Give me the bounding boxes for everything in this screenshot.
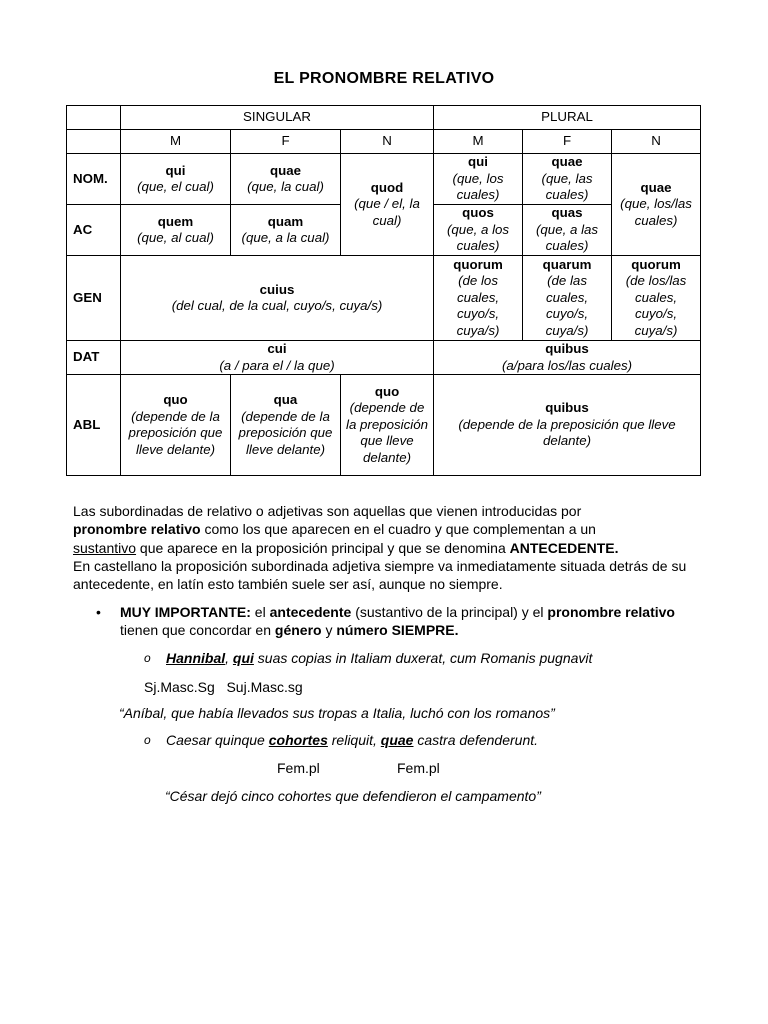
- latin-form: quibus: [545, 341, 589, 356]
- latin-form: cuius: [259, 281, 295, 297]
- emphasis: pronombre relativo: [547, 604, 675, 620]
- case-label-nom: NOM.: [67, 154, 121, 205]
- cell-gen-plur-m: [434, 256, 523, 341]
- page-title: EL PRONOMBRE RELATIVO: [273, 70, 495, 87]
- gender-header: M: [434, 130, 523, 154]
- cell-dat-plur: [434, 341, 701, 375]
- gloss: (del cual, de la cual, cuyo/s, cuya/s): [171, 298, 383, 313]
- gloss: (a/para los/las cuales): [501, 357, 633, 373]
- sub-bullet-icon: o: [144, 651, 151, 665]
- latin-form: quos: [462, 205, 494, 221]
- paragraph-text: Las subordinadas de relativo o adjetivas son aquellas que vienen introducidas por: [73, 503, 582, 519]
- cell-nom-plur-m: [434, 154, 523, 205]
- latin-form: qua: [273, 392, 298, 407]
- cell-nom-plur-f: [523, 154, 612, 205]
- cell-gen-sing: [121, 256, 434, 341]
- cell-abl-sing-f: [231, 375, 341, 476]
- sub-bullet-icon: o: [144, 733, 151, 747]
- emphasis: antecedente: [269, 604, 352, 620]
- gloss: (de los/las cuales, cuyo/s, cuya/s): [625, 273, 687, 338]
- gloss: (que, los cuales): [452, 170, 504, 203]
- gloss: (que, la cual): [247, 179, 324, 194]
- gender-header: N: [612, 130, 701, 154]
- explanation-paragraph: [73, 502, 703, 593]
- gender-header: M: [121, 130, 231, 154]
- text: (sustantivo de la principal) y el: [351, 604, 548, 620]
- gloss: (de las cuales, cuyo/s, cuya/s): [545, 273, 589, 338]
- gloss: (de los cuales, cuyo/s, cuya/s): [456, 273, 500, 338]
- gloss: (a / para el / la que): [219, 357, 335, 373]
- case-label-gen: GEN: [67, 256, 121, 341]
- latin-form: quod: [370, 179, 404, 195]
- latin-form: quorum: [631, 256, 681, 272]
- gloss: (depende de la preposición que lleve delante): [238, 408, 333, 457]
- paragraph-text: En castellano la proposición subordinada adjetiva siempre va inmediatamente situada detrás de su antecedente, en latín esto también suele ser así, aunque no siempre.: [73, 557, 687, 593]
- text: ,: [225, 650, 233, 666]
- gloss: (que / el, la cual): [354, 196, 420, 228]
- latin-form: quo: [163, 392, 188, 407]
- underlined-term: sustantivo: [73, 539, 137, 556]
- cell-gen-plur-f: [523, 256, 612, 341]
- example-1-analysis: Sj.Masc.Sg Suj.Masc.sg: [144, 679, 303, 695]
- text: y: [321, 622, 337, 639]
- antecedent: cohortes: [268, 732, 328, 748]
- paragraph-text: que aparece en la proposición principal y que se denomina: [136, 539, 510, 556]
- emphasis: número SIEMPRE.: [336, 622, 459, 639]
- cell-ac-plur-m: [434, 205, 523, 256]
- cell-ac-plur-f: [523, 205, 612, 256]
- key-term: ANTECEDENTE.: [509, 539, 619, 556]
- example-2-analysis-antecedent: Fem.pl: [277, 760, 320, 776]
- relative-pronoun: qui: [232, 650, 254, 666]
- latin-form: quibus: [545, 400, 589, 416]
- gender-header: F: [523, 130, 612, 154]
- gloss: (que, los/las cuales): [620, 196, 692, 228]
- cell-nom-sing-m: [121, 154, 231, 205]
- bullet-icon: •: [96, 604, 101, 620]
- text: castra defenderunt.: [413, 732, 539, 748]
- text: suas copias in Italiam duxerat, cum Romanis pugnavit: [253, 650, 593, 666]
- latin-form: quem: [157, 213, 194, 229]
- text: Caesar quinque: [166, 732, 269, 748]
- cell-nomac-sing-n: [341, 154, 434, 256]
- gloss: (que, a los cuales): [446, 221, 510, 254]
- cell-ac-sing-m: [121, 205, 231, 256]
- latin-form: quae: [269, 162, 302, 178]
- key-term: pronombre relativo: [73, 521, 201, 538]
- cell-nomac-plur-n: [612, 154, 701, 256]
- text: el: [250, 604, 270, 620]
- paragraph-text: como los que aparecen en el cuadro y que complementan a un: [200, 521, 596, 538]
- plural-header: PLURAL: [434, 106, 701, 130]
- case-label-dat: DAT: [67, 341, 121, 375]
- latin-form: cui: [267, 341, 287, 356]
- cell-nom-sing-f: [231, 154, 341, 205]
- cell-gen-plur-n: [612, 256, 701, 341]
- cell-ac-sing-f: [231, 205, 341, 256]
- latin-sentence: [166, 649, 592, 667]
- cell-abl-plur: [434, 375, 701, 476]
- gender-header: N: [341, 130, 434, 154]
- empty-gender-cell: [67, 130, 121, 154]
- case-label-abl: ABL: [67, 375, 121, 476]
- singular-header: SINGULAR: [121, 106, 434, 130]
- relative-pronoun-table: [66, 105, 701, 476]
- latin-form: quas: [551, 205, 583, 221]
- latin-form: quae: [640, 179, 672, 195]
- emphasis: género: [274, 622, 322, 639]
- cell-abl-sing-m: [121, 375, 231, 476]
- latin-form: qui: [165, 162, 186, 178]
- example-2-translation: “César dejó cinco cohortes que defendieron el campamento”: [165, 788, 541, 804]
- gloss: (que, a la cual): [241, 230, 330, 245]
- gloss: (que, al cual): [137, 230, 214, 245]
- gloss: (depende de la preposición que lleve delante): [345, 400, 429, 465]
- cell-abl-sing-n: [341, 375, 434, 476]
- relative-pronoun: quae: [380, 732, 414, 748]
- example-2-analysis-pronoun: Fem.pl: [397, 760, 440, 776]
- latin-sentence: [166, 731, 538, 749]
- example-1-translation: “Aníbal, que había llevados sus tropas a Italia, luchó con los romanos”: [119, 705, 555, 721]
- latin-form: quo: [374, 383, 400, 399]
- gloss: (que, las cuales): [541, 170, 593, 203]
- emphasis: MUY IMPORTANTE:: [120, 604, 251, 620]
- gloss: (depende de la preposición que lleve delante): [128, 408, 223, 457]
- text: tienen que concordar en: [120, 622, 275, 639]
- gloss: (que, a las cuales): [535, 221, 599, 254]
- text: reliquit,: [327, 732, 381, 748]
- gender-header: F: [231, 130, 341, 154]
- latin-form: quorum: [453, 256, 503, 272]
- latin-form: quarum: [542, 256, 592, 272]
- gloss: (depende de la preposición que lleve delante): [458, 416, 676, 449]
- gloss: (que, el cual): [137, 179, 214, 194]
- latin-form: quam: [267, 213, 304, 229]
- case-label-ac: AC: [67, 205, 121, 256]
- antecedent: Hannibal: [166, 650, 226, 666]
- latin-form: qui: [468, 154, 488, 170]
- cell-dat-sing: [121, 341, 434, 375]
- latin-form: quae: [551, 154, 583, 170]
- empty-corner-cell: [67, 106, 121, 130]
- bullet-text: [120, 603, 706, 640]
